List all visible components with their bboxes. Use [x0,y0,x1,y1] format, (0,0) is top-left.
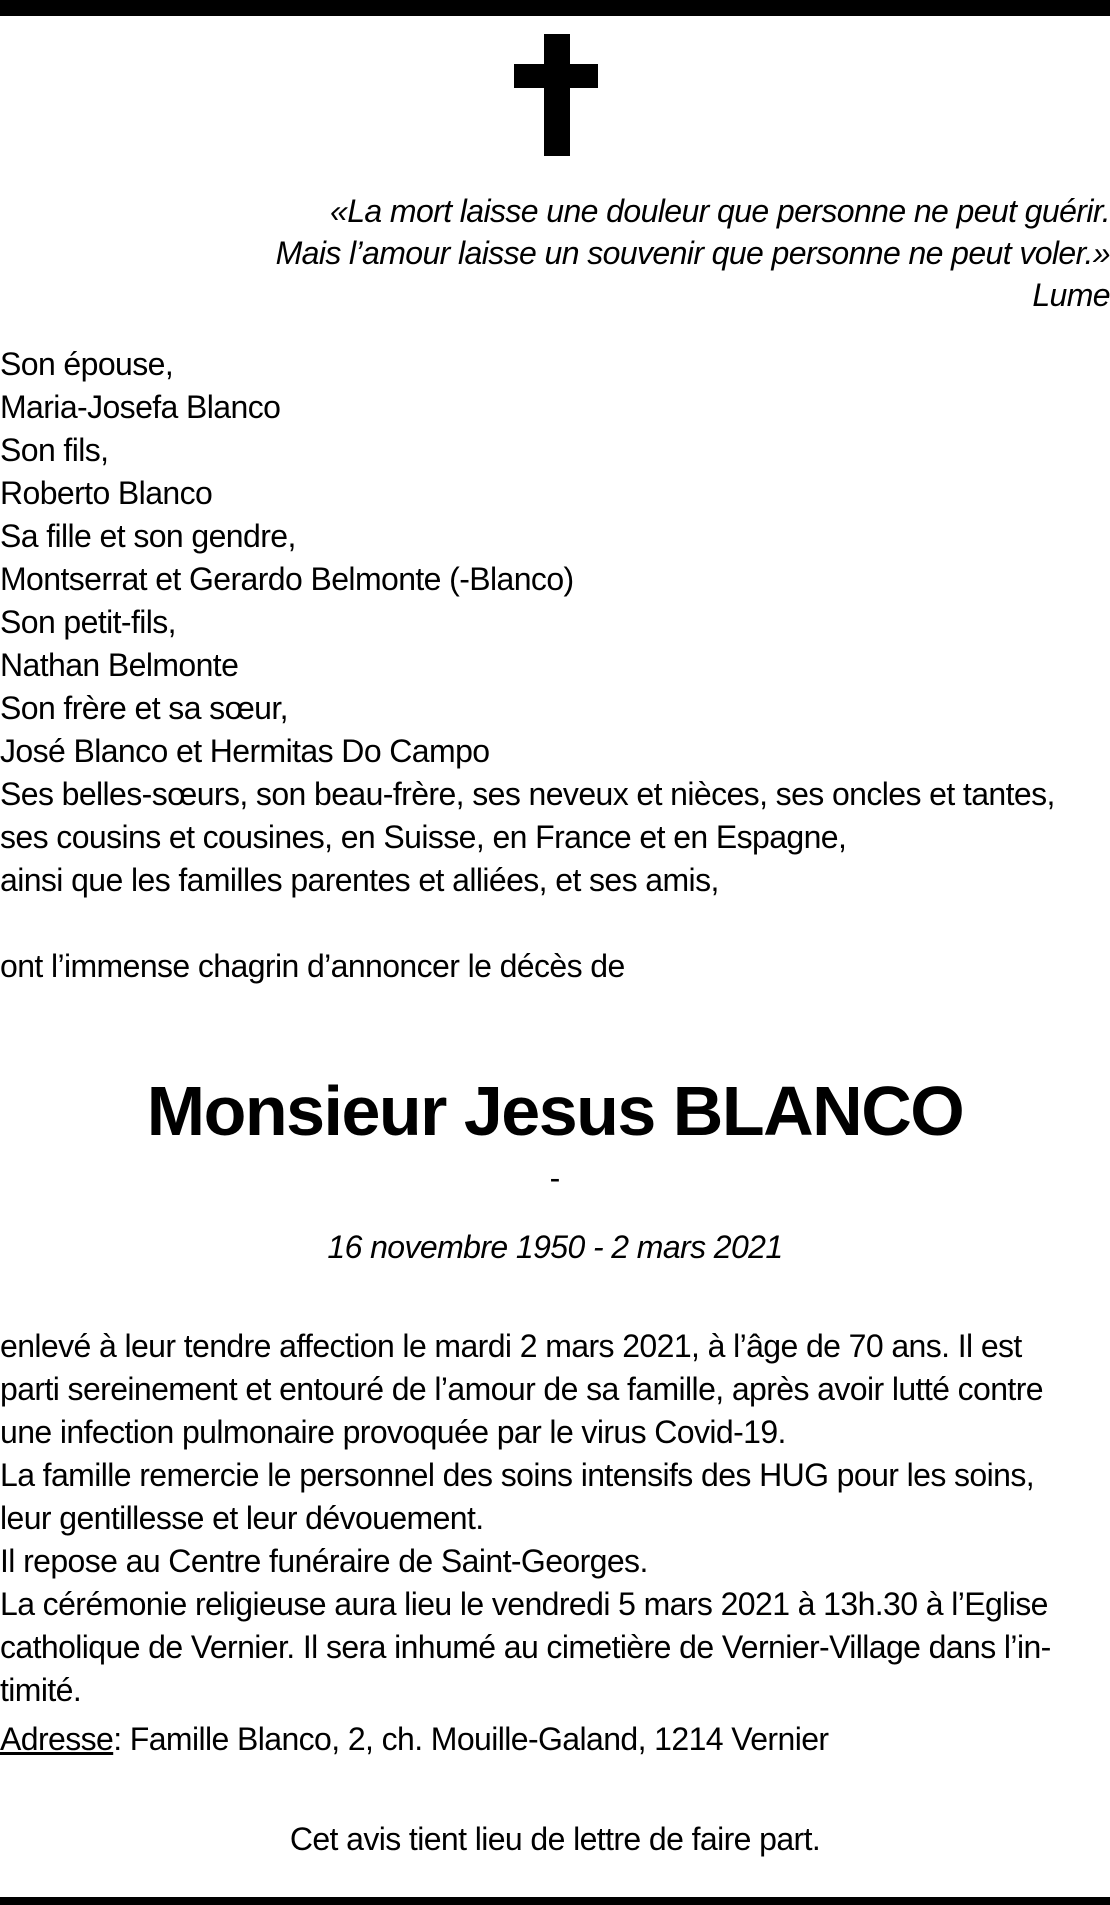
family-line: Nathan Belmonte [0,647,239,683]
body-line: enlevé à leur tendre affection le mardi 2 mars 2021, à l’âge de 70 ans. Il est [0,1328,1022,1364]
address-text: : Famille Blanco, 2, ch. Mouille-Galand, 1214 Vernier [113,1721,829,1757]
body-line: La famille remercie le personnel des soins intensifs des HUG pour les soins, [0,1457,1035,1493]
family-line: Roberto Blanco [0,475,213,511]
quote-line: «La mort laisse une douleur que personne ne peut guérir. [330,193,1110,229]
family-line: ainsi que les familles parentes et alliées, et ses amis, [0,862,719,898]
announcement-text: ont l’immense chagrin d’annoncer le décès de [0,948,625,984]
family-list [0,343,1110,902]
body-line: parti sereinement et entouré de l’amour de sa famille, après avoir lutté contre [0,1371,1043,1407]
body-line: La cérémonie religieuse aura lieu le vendredi 5 mars 2021 à 13h.30 à l’Eglise [0,1586,1048,1622]
family-line: Ses belles-sœurs, son beau-frère, ses neveux et nièces, ses oncles et tantes, [0,776,1055,812]
name-separator: - [549,1160,561,1196]
family-line: Son fils, [0,432,109,468]
body-line: catholique de Vernier. Il sera inhumé au cimetière de Vernier-Village dans l’in- [0,1629,1051,1665]
top-border [0,0,1110,16]
cross-icon [514,34,598,156]
body-line: leur gentillesse et leur dévouement. [0,1500,484,1536]
closing-note: Cet avis tient lieu de lettre de faire part. [289,1821,821,1857]
address-label: Adresse [0,1721,114,1757]
life-dates: 16 novembre 1950 - 2 mars 2021 [327,1229,783,1265]
bottom-border [0,1897,1110,1905]
notice-body [0,1325,1110,1712]
body-line: une infection pulmonaire provoquée par le virus Covid-19. [0,1414,786,1450]
family-line: José Blanco et Hermitas Do Campo [0,733,490,769]
family-line: Son frère et sa sœur, [0,690,288,726]
family-line: Montserrat et Gerardo Belmonte (-Blanco) [0,561,574,597]
address [0,1718,828,1761]
family-line: Son épouse, [0,346,174,382]
family-line: Sa fille et son gendre, [0,518,296,554]
body-line: timité. [0,1672,82,1708]
family-line: Son petit-fils, [0,604,176,640]
family-line: Maria-Josefa Blanco [0,389,281,425]
quote-line: Mais l’amour laisse un souvenir que personne ne peut voler.» [275,235,1110,271]
deceased-name: Monsieur Jesus BLANCO [146,1072,964,1150]
quote [0,190,1110,316]
body-line: Il repose au Centre funéraire de Saint-Georges. [0,1543,648,1579]
family-line: ses cousins et cousines, en Suisse, en France et en Espagne, [0,819,847,855]
quote-author: Lume [1032,277,1110,313]
